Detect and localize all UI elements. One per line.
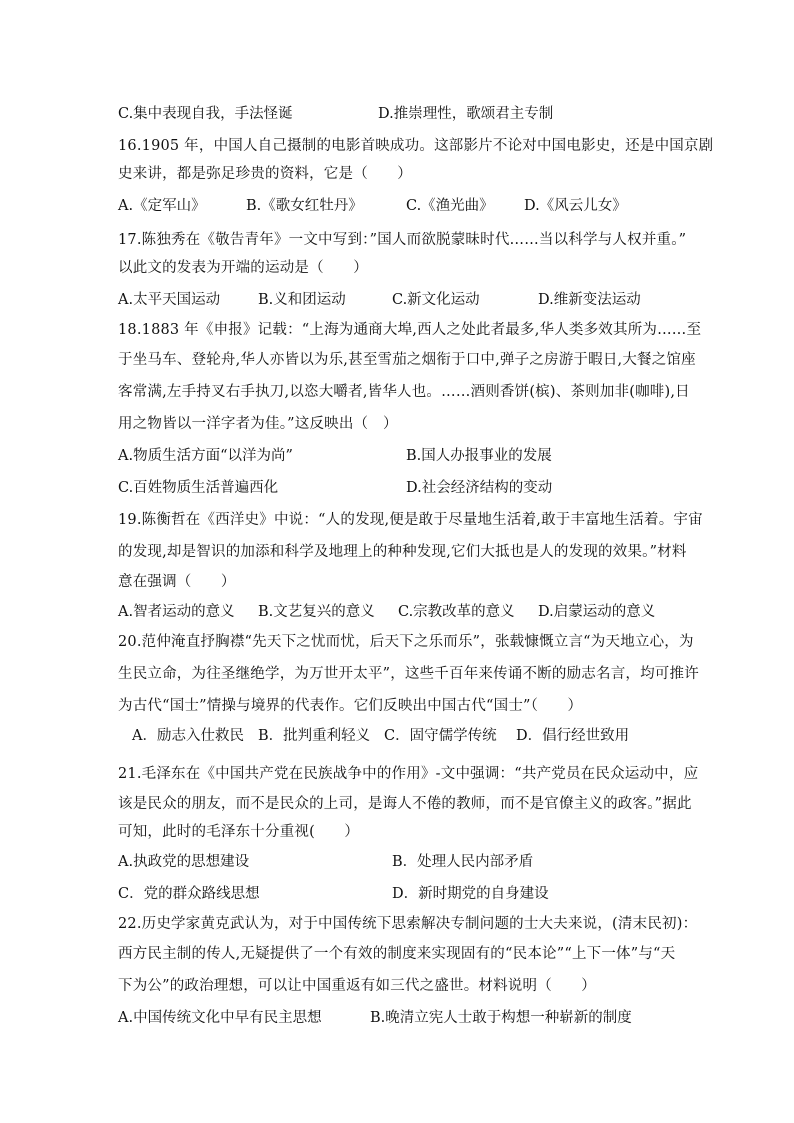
q20-stem-line-1: 20.范仲淹直抒胸襟“先天下之忧而忧，后天下之乐而乐”，张载慷慨立言“为天地立心，为 xyxy=(118,634,694,650)
q18-stem-line-2: 于坐马车、登轮舟,华人亦皆以为乐,甚至雪茄之烟衔于口中,弹子之房游于暇日,大餐之馆座 xyxy=(118,352,696,368)
q21-stem-line-2: 该是民众的朋友，而不是民众的上司，是诲人不倦的教师，而不是官僚主义的政客。”据此 xyxy=(118,796,692,812)
q16-option-a: A.《定军山》 xyxy=(118,198,206,214)
q21-option-d: D．新时期党的自身建设 xyxy=(392,886,549,902)
q17-option-d: D.维新变法运动 xyxy=(538,292,641,308)
q19-option-a: A.智者运动的意义 xyxy=(118,604,235,620)
q19-option-d: D.启蒙运动的意义 xyxy=(538,604,656,620)
q16-stem-line-2: 史来讲，都是弥足珍贵的资料，它是（ ） xyxy=(118,166,412,182)
q19-stem-line-3: 意在强调（ ） xyxy=(118,574,236,590)
q19-option-b: B.文艺复兴的意义 xyxy=(258,604,375,620)
q18-option-d: D.社会经济结构的变动 xyxy=(406,480,553,496)
q22-stem-line-3: 下为公”的政治理想，可以让中国重返有如三代之盛世。材料说明（ ） xyxy=(118,978,597,994)
q20-option-c: C．固守儒学传统 xyxy=(384,728,497,744)
q20-stem-line-3: 为古代“国士”情操与境界的代表作。它们反映出中国古代“国士”（ ） xyxy=(118,698,583,714)
q21-option-b: B．处理人民内部矛盾 xyxy=(392,854,534,870)
q18-stem-line-1: 18.1883 年《申报》记载：“上海为通商大埠,西人之处此者最多,华人类多效其所为……至 xyxy=(118,322,702,338)
q18-option-c: C.百姓物质生活普遍西化 xyxy=(118,480,279,496)
q16-option-b: B.《歌女红牡丹》 xyxy=(246,198,363,214)
q19-option-c: C.宗教改革的意义 xyxy=(398,604,515,620)
q17-option-c: C.新文化运动 xyxy=(392,292,480,308)
q17-option-b: B.义和团运动 xyxy=(258,292,346,308)
q22-stem-line-1: 22.历史学家黄克武认为，对于中国传统下思索解决专制问题的士大夫来说，(清末民初)： xyxy=(118,916,698,932)
q20-option-b: B．批判重利轻义 xyxy=(258,728,371,744)
q17-stem-line-2: 以此文的发表为开端的运动是（ ） xyxy=(118,260,368,276)
q18-stem-line-4: 用之物皆以一洋字者为佳。”这反映出（ ） xyxy=(118,416,398,432)
q20-stem-line-2: 生民立命，为往圣继绝学，为万世开太平”，这些千百年来传诵不断的励志名言，均可推许 xyxy=(118,666,699,682)
q18-stem-line-3: 客常满,左手持叉右手执刀,以恣大嚼者,皆华人也。……酒则香饼(槟)、茶则加非(咖啡),日 xyxy=(118,384,690,400)
q19-stem-line-1: 19.陈衡哲在《西洋史》中说：“人的发现,便是敢于尽量地生活着,敢于丰富地生活着。宇宙 xyxy=(118,512,703,528)
q15-option-c: C.集中表现自我，手法怪诞 xyxy=(118,106,293,122)
q20-option-a: A．励志入仕救民 xyxy=(132,728,244,744)
q16-stem-line-1: 16.1905 年，中国人自己摄制的电影首映成功。这部影片不论对中国电影史，还是中国京剧 xyxy=(118,138,714,154)
q22-option-a: A.中国传统文化中早有民主思想 xyxy=(118,1010,322,1026)
q21-stem-line-3: 可知，此时的毛泽东十分重视( ） xyxy=(118,824,360,840)
q21-stem-line-1: 21.毛泽东在《中国共产党在民族战争中的作用》-文中强调：“共产党员在民众运动中，应 xyxy=(118,766,699,782)
q19-stem-line-2: 的发现,却是智识的加添和科学及地理上的种种发现,它们大抵也是人的发现的效果。”材料 xyxy=(118,544,687,560)
q22-option-b: B.晚清立宪人士敢于构想一种崭新的制度 xyxy=(370,1010,632,1026)
q17-stem-line-1: 17.陈独秀在《敬告青年》一文中写到：”国人而欲脱蒙昧时代……当以科学与人权并重。” xyxy=(118,232,687,248)
q16-option-d: D.《风云儿女》 xyxy=(524,198,627,214)
q18-option-b: B.国人办报事业的发展 xyxy=(406,448,552,464)
q22-stem-line-2: 西方民主制的传人,无疑提供了一个有效的制度来实现固有的“民本论”“上下一体”与“天 xyxy=(118,946,676,962)
q16-option-c: C.《渔光曲》 xyxy=(406,198,494,214)
q17-option-a: A.太平天国运动 xyxy=(118,292,221,308)
q15-option-d: D.推崇理性，歌颂君主专制 xyxy=(378,106,554,122)
q20-option-d: D．倡行经世致用 xyxy=(516,728,630,744)
q21-option-a: A.执政党的思想建设 xyxy=(118,854,250,870)
q18-option-a: A.物质生活方面“以洋为尚” xyxy=(118,448,293,464)
q21-option-c: C．党的群众路线思想 xyxy=(118,886,260,902)
